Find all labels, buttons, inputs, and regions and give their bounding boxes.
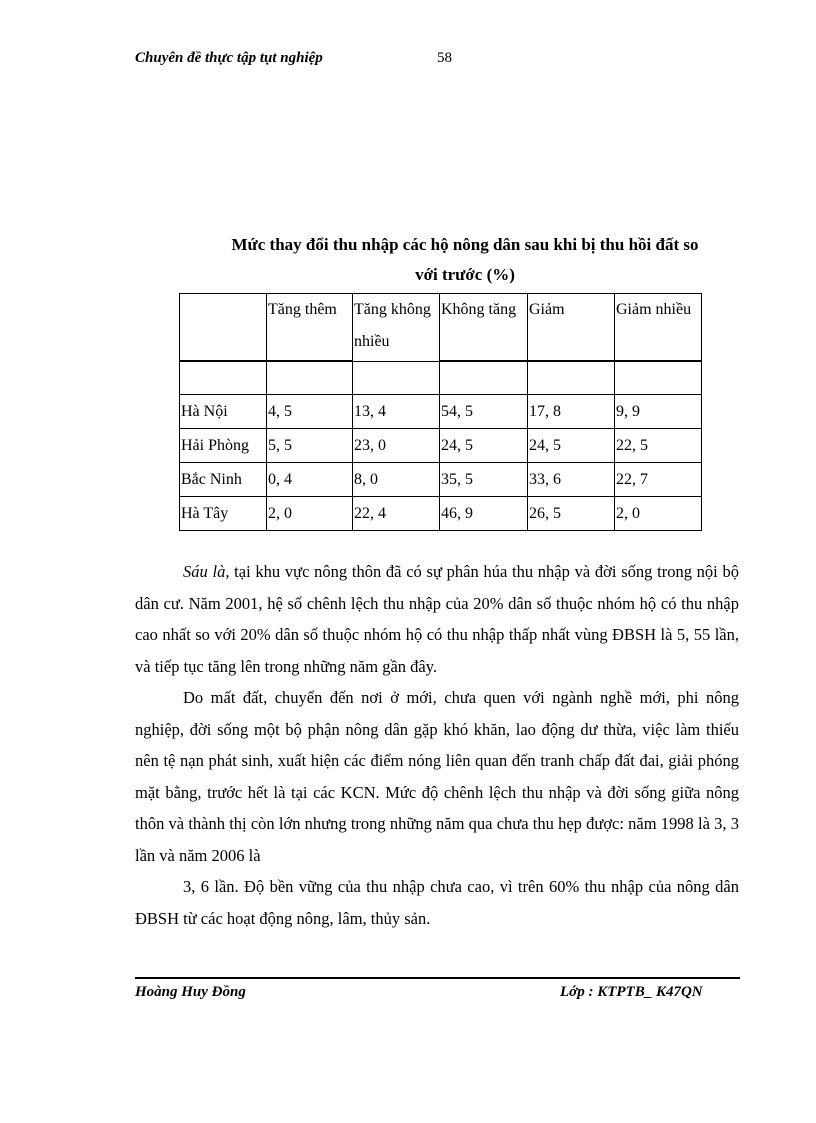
blank-cell [615, 361, 702, 395]
row-label: Bắc Ninh [180, 463, 267, 497]
table-cell: 2, 0 [267, 497, 353, 531]
blank-cell [440, 361, 528, 395]
blank-cell [353, 361, 440, 395]
header-cell: Tăng thêm [267, 294, 353, 362]
paragraph-text: tại khu vực nông thôn đã có sự phân húa thu nhập và đời sống trong nội bộ dân cư. Năm 2001, hệ số chênh lệch thu nhập của 20% dân số thuộc nhóm hộ có thu nhập cao nhất so với 20% dân số thuộc nhóm hộ có thu nhập thấp nhất vùng ĐBSH là 5, 55 lần, và tiếp tục tăng lên trong những năm gần đây. [135, 562, 739, 676]
table-blank-row [180, 361, 702, 395]
blank-cell [528, 361, 615, 395]
table-cell: 22, 5 [615, 429, 702, 463]
table-cell: 4, 5 [267, 395, 353, 429]
table-row [180, 463, 702, 497]
table-header-row [180, 294, 702, 362]
table-cell: 2, 0 [615, 497, 702, 531]
paragraph-do-ben-vung: 3, 6 lần. Độ bền vững của thu nhập chưa cao, vì trên 60% thu nhập của nông dân ĐBSH từ các hoạt động nông, lâm, thủy sản. [135, 877, 739, 928]
blank-cell [267, 361, 353, 395]
table-row [180, 395, 702, 429]
table-row [180, 429, 702, 463]
footer-class: Lớp : KTPTB_ K47QN [560, 984, 703, 1000]
row-label: Hải Phòng [180, 429, 267, 463]
table-title-line-1: Mức thay đổi thu nhập các hộ nông dân sau khi bị thu hồi đất so [231, 235, 699, 254]
paragraph-lead: Sáu là, [183, 562, 230, 581]
table-cell: 54, 5 [440, 395, 528, 429]
table-cell: 0, 4 [267, 463, 353, 497]
running-header-title: Chuyên đề thực tập tụt nghiệp [135, 50, 323, 66]
body-text [135, 556, 739, 934]
table-cell: 9, 9 [615, 395, 702, 429]
income-change-table [179, 293, 702, 531]
table-cell: 22, 4 [353, 497, 440, 531]
table-row [180, 497, 702, 531]
table-cell: 23, 0 [353, 429, 440, 463]
row-label: Hà Tây [180, 497, 267, 531]
paragraph-mat-dat: Do mất đất, chuyển đến nơi ở mới, chưa quen với ngành nghề mới, phi nông nghiệp, đời sống một bộ phận nông dân gặp khó khăn, lao động dư thừa, việc làm thiếu nên tệ nạn phát sinh, xuất hiện các điểm nóng liên quan đến tranh chấp đất đai, giải phóng mặt bằng, trước hết là tại các KCN. Mức độ chênh lệch thu nhập và đời sống giữa nông thôn và thành thị còn lớn nhưng trong những năm qua chưa thu hẹp được: năm 1998 là 3, 3 lần và năm 2006 là [135, 688, 739, 865]
row-label: Hà Nội [180, 395, 267, 429]
table-cell: 22, 7 [615, 463, 702, 497]
table-cell: 46, 9 [440, 497, 528, 531]
blank-cell [180, 361, 267, 395]
table-cell: 35, 5 [440, 463, 528, 497]
header-cell: Giảm nhiều [615, 294, 702, 362]
table-cell: 24, 5 [440, 429, 528, 463]
table-title [165, 230, 765, 290]
header-cell: Giảm [528, 294, 615, 362]
table-cell: 33, 6 [528, 463, 615, 497]
page-number: 58 [437, 50, 452, 66]
table-cell: 8, 0 [353, 463, 440, 497]
table-cell: 5, 5 [267, 429, 353, 463]
table-cell: 26, 5 [528, 497, 615, 531]
table-cell: 17, 8 [528, 395, 615, 429]
table-title-line-2: với trước (%) [415, 265, 515, 284]
table-cell: 13, 4 [353, 395, 440, 429]
footer-author: Hoàng Huy Đồng [135, 984, 246, 1000]
header-cell: Không tăng [440, 294, 528, 362]
header-cell-text: Tăng không nhiều [354, 301, 431, 350]
table-cell: 24, 5 [528, 429, 615, 463]
paragraph-sau-la [135, 556, 739, 682]
header-cell [353, 294, 440, 362]
header-cell [180, 294, 267, 362]
footer-rule [135, 977, 740, 979]
